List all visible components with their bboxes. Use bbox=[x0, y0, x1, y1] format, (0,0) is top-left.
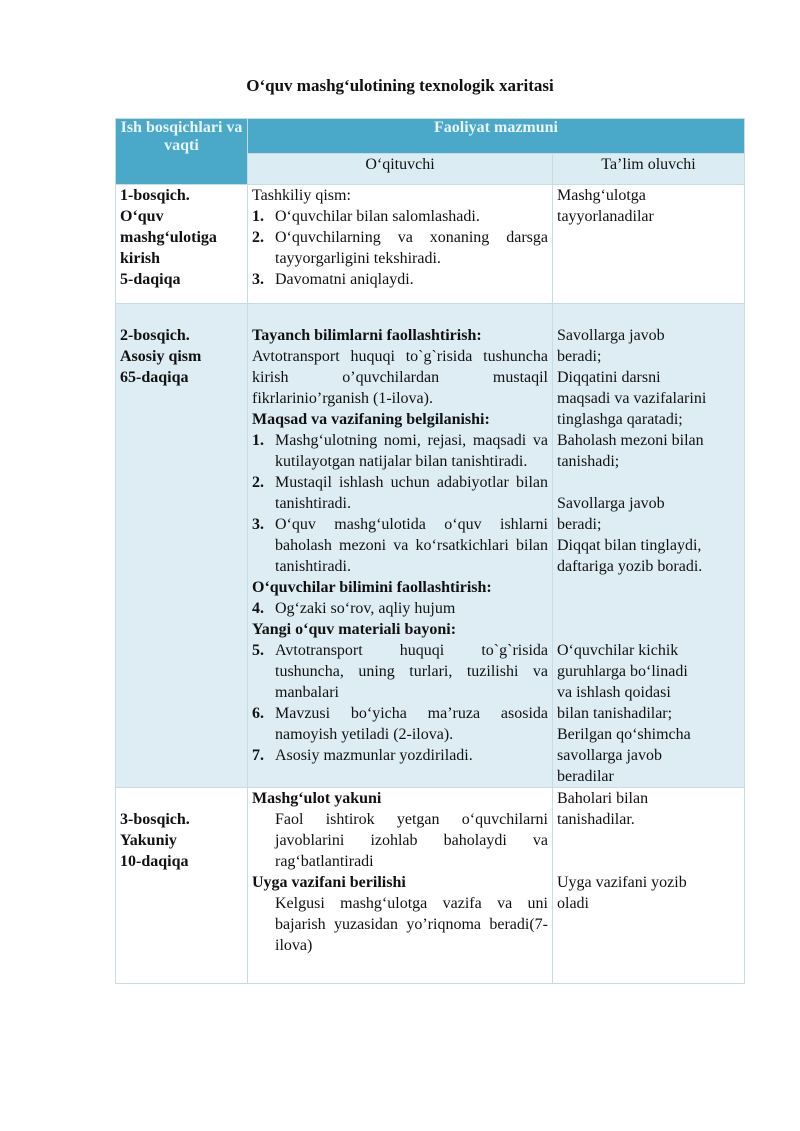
list-item: 1. O‘quvchilar bilan salomlashadi. bbox=[252, 208, 480, 225]
header-row bbox=[116, 119, 745, 154]
list-item: 6. Mavzusi bo‘yicha ma’ruza asosida namoyish yetiladi (2-ilova). bbox=[252, 705, 548, 743]
learner-cell: Savollarga javob beradi; Diqqatini darsni maqsadi va vazifalarini tinglashga qaratadi; Baholash mezoni bilan tanishadi; Savollarga javob beradi; Diqqat bilan tinglaydi, daftariga yozib boradi. O‘quvchilar kichik guruhlarga bo‘linadi va ishlash qoidasi bilan tanishadilar; Berilgan qo‘shimcha savollarga javob beradilar bbox=[553, 304, 745, 788]
teacher-list bbox=[252, 640, 548, 766]
teacher-cell: Mashg‘ulot yakuni Faol ishtirok yetgan o‘quvchilarni javoblarini izohlab baholaydi va rag‘batlantiradi Uyga vazifani berilishi Kelgusi mashg‘ulotga vazifa va uni bajarish yuzasidan yo’riqnoma beradi(7-ilova) bbox=[248, 788, 553, 984]
teacher-cell: Tashkiliy qism: 1. O‘quvchilar bilan salomlashadi. 2. O‘quvchilarning va xonaning darsga tayyorgarligini tekshiradi. 3. Davomatni aniqlaydi. bbox=[248, 185, 553, 304]
list-item: 7. Asosiy mazmunlar yozdiriladi. bbox=[252, 747, 473, 764]
list-item: 2. O‘quvchilarning va xonaning darsga tayyorgarligini tekshiradi. bbox=[252, 229, 548, 267]
table-row bbox=[116, 185, 745, 304]
header-learner: Ta’lim oluvchi bbox=[553, 154, 745, 185]
teacher-cell: Tayanch bilimlarni faollashtirish: Avtotransport huquqi to`g`risida tushuncha kirish o’quvchilardan mustaqil fikrlarinio’rganish (1-ilova). Maqsad va vazifaning belgilanishi: 1. Mashg‘ulotning nomi, rejasi, maqsadi va kutilayotgan natijalar bilan tanishtiradi. 2. Mustaqil ishlash uchun adabiyotlar bilan tanishtiradi. 3. O‘quv mashg‘ulotida o‘quv ishlarni baholash mezoni va ko‘rsatkichlari bilan tanishtiradi. O‘quvchilar bilimini faollashtirish: 4. Og‘zaki so‘rov, aqliy hujum Yangi o‘quv materiali bayoni: 5. Avtotransport huquqi to`g`risida tushuncha, uning turlari, tuzilishi va manbalari 6. Mavzusi bo‘yicha ma’ruza asosida namoyish yetiladi (2-ilova). 7. Asosiy mazmunlar yozdiriladi. bbox=[248, 304, 553, 788]
table-row bbox=[116, 788, 745, 984]
teacher-list bbox=[252, 598, 548, 619]
list-item: 3. Davomatni aniqlaydi. bbox=[252, 271, 414, 288]
teacher-list bbox=[252, 206, 548, 290]
header-teacher: O‘qituvchi bbox=[248, 154, 553, 185]
list-item: 2. Mustaqil ishlash uchun adabiyotlar bilan tanishtiradi. bbox=[252, 474, 548, 512]
header-stage: Ish bosqichlari va vaqti bbox=[116, 119, 248, 185]
list-item: 3. O‘quv mashg‘ulotida o‘quv ishlarni baholash mezoni va ko‘rsatkichlari bilan tanishtiradi. bbox=[252, 516, 548, 575]
stage-cell: 3-bosqich. Yakuniy 10-daqiqa bbox=[116, 788, 248, 984]
stage-cell: 1-bosqich. O‘quv mashg‘ulotiga kirish 5-daqiqa bbox=[116, 185, 248, 304]
page-title: O‘quv mashg‘ulotining texnologik xaritasi bbox=[246, 76, 554, 95]
list-item: 1. Mashg‘ulotning nomi, rejasi, maqsadi va kutilayotgan natijalar bilan tanishtiradi. bbox=[252, 432, 548, 470]
table-row bbox=[116, 304, 745, 788]
technology-map-table bbox=[115, 118, 745, 984]
learner-cell: Baholari bilan tanishadilar. Uyga vazifani yozib oladi bbox=[553, 788, 745, 984]
header-activity: Faoliyat mazmuni bbox=[248, 119, 745, 154]
learner-cell: Mashg‘ulotga tayyorlanadilar bbox=[553, 185, 745, 304]
list-item: 4. Og‘zaki so‘rov, aqliy hujum bbox=[252, 600, 456, 617]
teacher-list bbox=[252, 430, 548, 577]
list-item: 5. Avtotransport huquqi to`g`risida tushuncha, uning turlari, tuzilishi va manbalari bbox=[252, 642, 548, 701]
stage-cell: 2-bosqich. Asosiy qism 65-daqiqa bbox=[116, 304, 248, 788]
